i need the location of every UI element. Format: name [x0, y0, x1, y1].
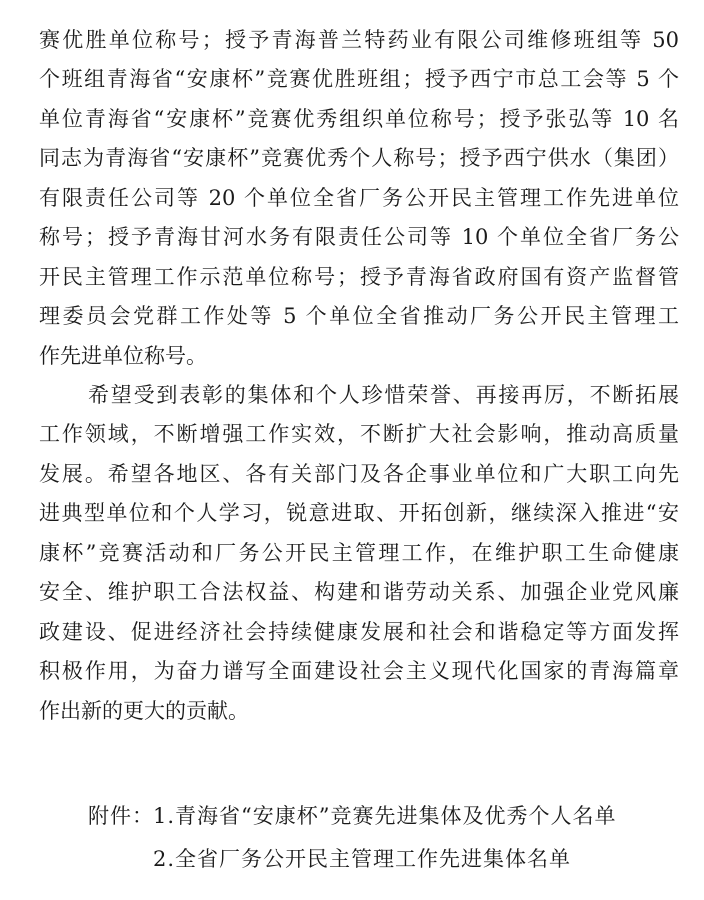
paragraph1-line-6: 称号；授予青海甘河水务有限责任公司等 10 个单位全省厂务公	[39, 225, 679, 249]
paragraph2-line-6: 安全、维护职工合法权益、构建和谐劳动关系、加强企业党风廉	[39, 580, 679, 604]
paragraph1-line-1: 赛优胜单位称号；授予青海普兰特药业有限公司维修班组等 50	[39, 28, 679, 52]
paragraph1-line-8: 理委员会党群工作处等 5 个单位全省推动厂务公开民主管理工	[39, 304, 679, 328]
attachment-item-1: 1.青海省“安康杯”竞赛先进集体及优秀个人名单	[153, 804, 617, 828]
paragraph1-line-2: 个班组青海省“安康杯”竞赛优胜班组；授予西宁市总工会等 5 个	[39, 67, 679, 91]
paragraph2-line-9: 作出新的更大的贡献。	[39, 699, 249, 723]
paragraph1-line-5: 有限责任公司等 20 个单位全省厂务公开民主管理工作先进单位	[39, 186, 679, 210]
paragraph2-line-5: 康杯”竞赛活动和厂务公开民主管理工作，在维护职工生命健康	[39, 541, 679, 565]
paragraph2-line-1: 希望受到表彰的集体和个人珍惜荣誉、再接再厉，不断拓展	[88, 383, 679, 407]
paragraph1-line-7: 开民主管理工作示范单位称号；授予青海省政府国有资产监督管	[39, 265, 679, 289]
paragraph2-line-4: 进典型单位和个人学习，锐意进取、开拓创新，继续深入推进“安	[39, 501, 679, 525]
paragraph2-line-7: 政建设、促进经济社会持续健康发展和社会和谐稳定等方面发挥	[39, 620, 679, 644]
paragraph1-line-9: 作先进单位称号。	[39, 344, 207, 368]
paragraph1-line-4: 同志为青海省“安康杯”竞赛优秀个人称号；授予西宁供水（集团）	[39, 146, 679, 170]
paragraph2-line-3: 发展。希望各地区、各有关部门及各企事业单位和广大职工向先	[39, 462, 679, 486]
attachment-item-2: 2.全省厂务公开民主管理工作先进集体名单	[153, 847, 572, 871]
paragraph2-line-8: 积极作用，为奋力谱写全面建设社会主义现代化国家的青海篇章	[39, 659, 679, 683]
attachment-label: 附件：	[88, 804, 154, 828]
paragraph1-line-3: 单位青海省“安康杯”竞赛优秀组织单位称号；授予张弘等 10 名	[39, 107, 679, 131]
paragraph2-line-2: 工作领域，不断增强工作实效，不断扩大社会影响，推动高质量	[39, 422, 679, 446]
